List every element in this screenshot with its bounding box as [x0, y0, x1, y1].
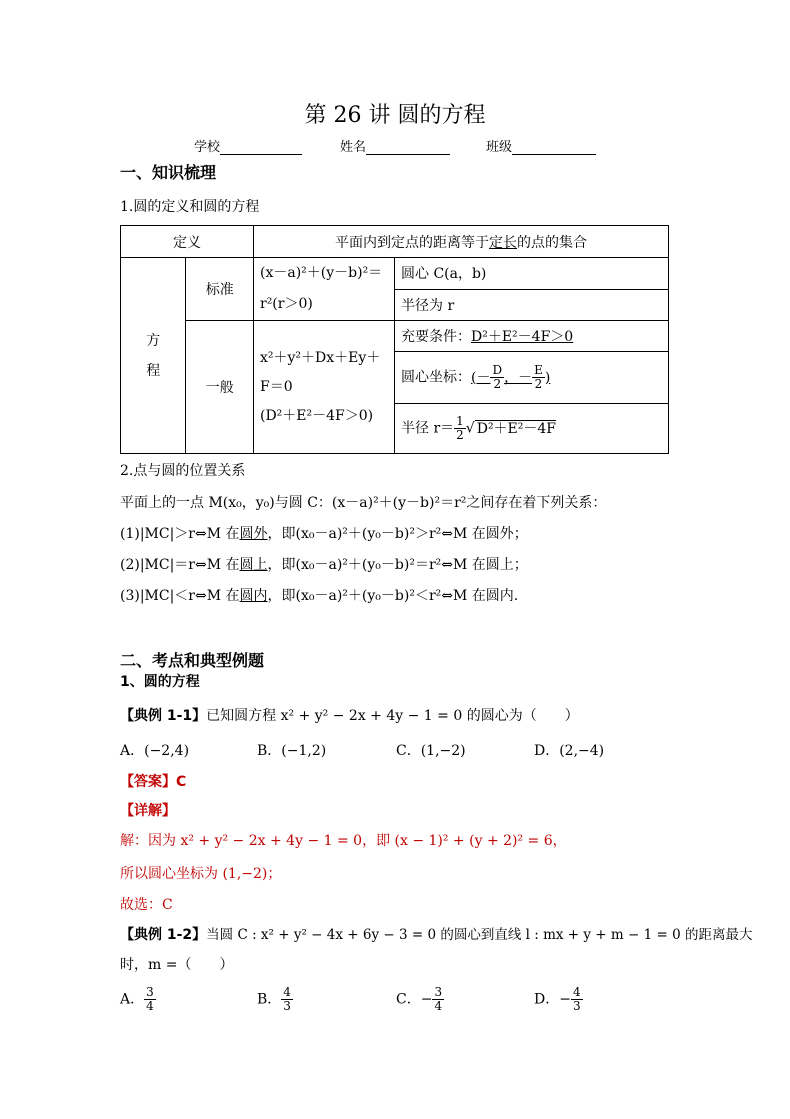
ex2-option-b: B． $\frac{4}{3}$	[257, 985, 291, 1013]
class-blank	[512, 140, 596, 155]
name-label: 姓名	[340, 140, 367, 155]
section2-heading: 二、考点和典型例题	[120, 651, 265, 670]
ex2-option-a: A． $\frac{3}{4}$	[120, 985, 154, 1013]
section1-sub2: 2.点与圆的位置关系	[120, 463, 246, 479]
ex1-solution-1: 解：因为 x² + y² − 2x + 4y − 1 = 0，即 (x − 1)² + (y + 2)² = 6，	[120, 833, 567, 849]
page-title: 第 26 讲 圆的方程	[304, 103, 486, 128]
std-eq: (x－a)²＋(y－b)²＝ r²(r＞0)	[254, 258, 395, 321]
relation-intro: 平面上的一点 M(x₀，y₀)与圆 C：(x－a)²＋(y－b)²＝r²之间存在着下列关系：	[120, 495, 607, 511]
gen-label: 一般	[186, 321, 254, 454]
section2-sub1: 1、圆的方程	[120, 674, 200, 690]
school-blank	[220, 140, 302, 155]
std-label: 标准	[186, 258, 254, 321]
std-center: 圆心 C(a，b)	[395, 258, 669, 290]
school-field	[194, 136, 302, 155]
relation-3: (3)|MC|＜r⇔M 在圆内，即(x₀－a)²＋(y₀－b)²＜r²⇔M 在圆内.	[120, 588, 519, 604]
ex1-option-a: A．(−2,4)	[120, 743, 190, 759]
class-field	[486, 136, 596, 155]
ex1-solution-2: 所以圆心坐标为 (1,−2)；	[120, 866, 282, 882]
ex2-option-d: D．− $\frac{4}{3}$	[534, 985, 581, 1013]
section1-heading: 一、知识梳理	[120, 163, 217, 182]
ex1-detail-label: 【详解】	[120, 803, 176, 819]
relation-1: (1)|MC|＞r⇔M 在圆外，即(x₀－a)²＋(y₀－b)²＞r²⇔M 在圆外；	[120, 526, 528, 542]
gen-center: 圆心坐标：(－ $\frac{D}{2}$ ，－ $\frac{E}{2}$ )	[395, 352, 669, 404]
circle-equation-table	[120, 225, 669, 454]
name-blank	[366, 140, 450, 155]
gen-radius: 半径 r＝ $\frac{1}{2}$ √ D²＋E²－4F	[395, 404, 669, 454]
school-label: 学校	[194, 140, 221, 155]
section1-sub1: 1.圆的定义和圆的方程	[120, 199, 260, 215]
std-radius: 半径为 r	[395, 289, 669, 321]
eq-label: 方 程	[121, 258, 186, 454]
gen-cond: 充要条件：D²＋E²－4F＞0	[395, 321, 669, 352]
relation-2: (2)|MC|＝r⇔M 在圆上，即(x₀－a)²＋(y₀－b)²＝r²⇔M 在圆上；	[120, 557, 528, 573]
class-label: 班级	[486, 140, 513, 155]
ex1-option-d: D．(2,−4)	[534, 743, 605, 759]
name-field	[340, 136, 450, 155]
ex1-solution-3: 故选：C	[120, 897, 173, 913]
example-1-1: 【典例 1-1】已知圆方程 x² + y² − 2x + 4y − 1 = 0 的圆心为（ ）	[120, 708, 579, 724]
ex1-answer: 【答案】C	[120, 774, 187, 790]
example-1-2: 【典例 1-2】当圆 C : x² + y² − 4x + 6y − 3 = 0 的圆心到直线 l : mx + y + m − 1 = 0 的距离最大	[120, 927, 753, 943]
ex1-option-b: B．(−1,2)	[257, 743, 327, 759]
ex1-option-c: C．(1,−2)	[396, 743, 466, 759]
def-text: 平面内到定点的距离等于定长的点的集合	[254, 226, 669, 258]
gen-eq: x²＋y²＋Dx＋Ey＋ F＝0 (D²＋E²－4F＞0)	[254, 321, 395, 454]
ex2-option-c: C．− $\frac{3}{4}$	[396, 985, 443, 1013]
example-1-2-cont: 时，m =（ ）	[120, 957, 234, 973]
def-label: 定义	[121, 226, 254, 258]
